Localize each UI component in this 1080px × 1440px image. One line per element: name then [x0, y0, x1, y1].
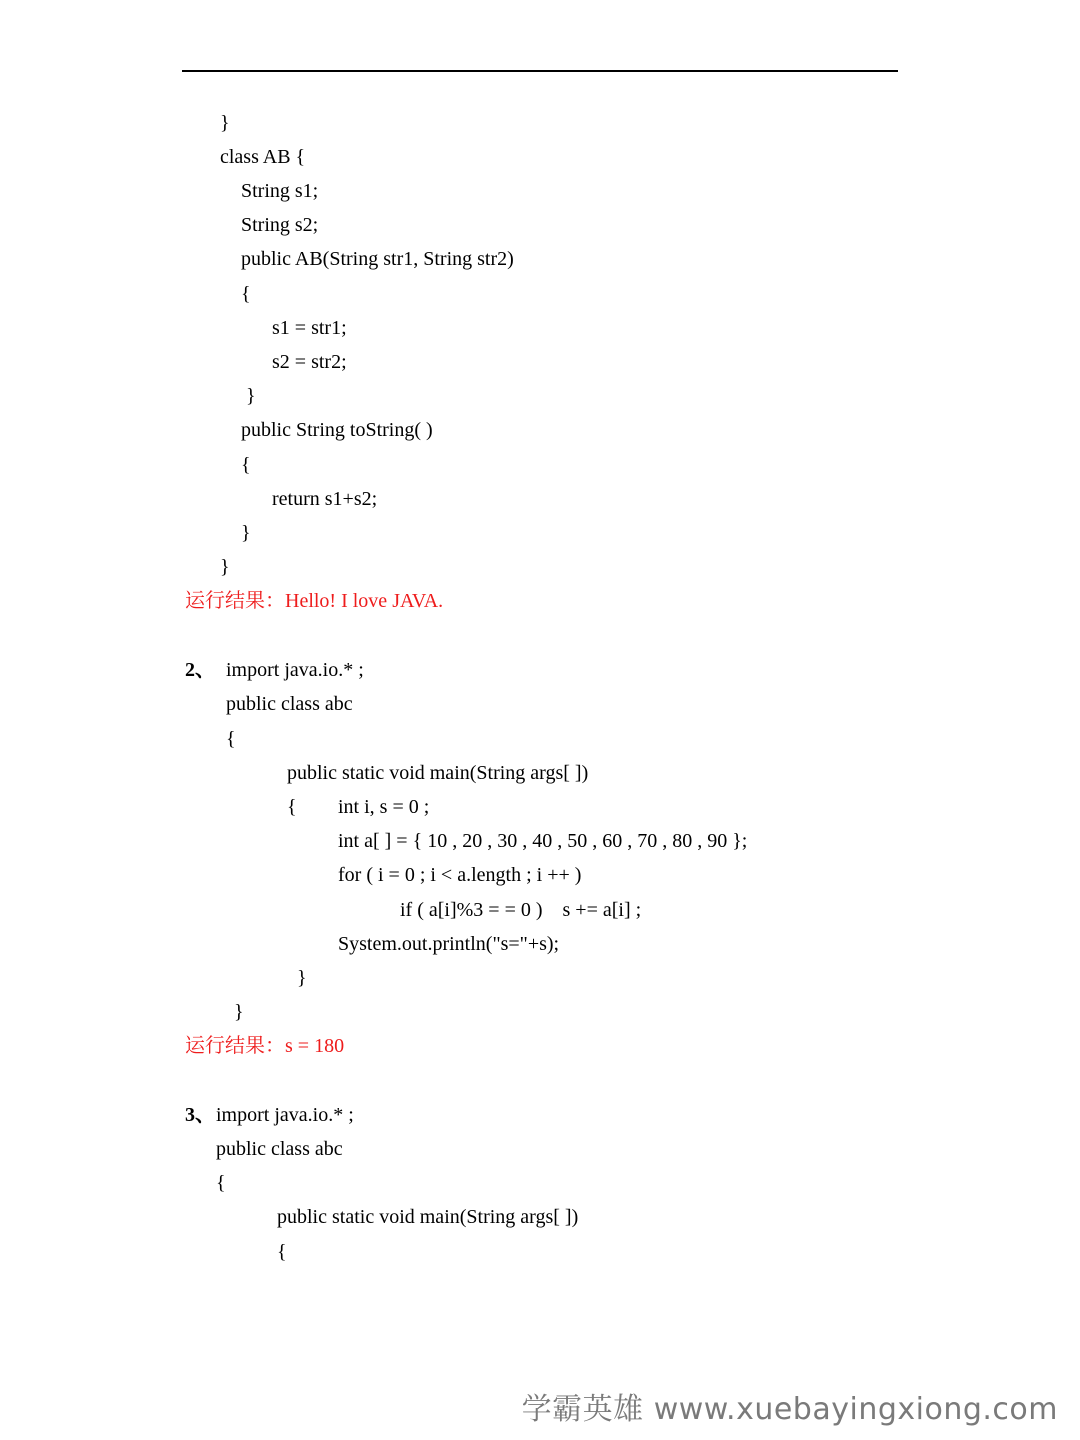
code-line: { — [241, 454, 251, 476]
code-line: s2 = str2; — [272, 351, 347, 373]
code-line: } — [220, 112, 230, 134]
code-line: { — [277, 1241, 287, 1263]
code-line: String s2; — [241, 214, 319, 236]
code-line: public String toString( ) — [241, 419, 433, 441]
result-value: Hello! I love JAVA. — [285, 590, 444, 612]
result-label: 运行结果： — [185, 1035, 285, 1057]
code-line: { — [287, 796, 297, 818]
code-line: public static void main(String args[ ]) — [277, 1206, 579, 1228]
code-line: s1 = str1; — [272, 317, 347, 339]
code-line: } — [234, 1001, 244, 1023]
code-line: import java.io.* ; — [226, 659, 364, 681]
watermark: 学霸英雄 www.xuebayingxiong.com — [521, 1392, 1058, 1427]
code-line: public static void main(String args[ ]) — [287, 762, 589, 784]
code-line: if ( a[i]%3 = = 0 ) s += a[i] ; — [400, 899, 642, 921]
code-line: } — [297, 967, 307, 989]
code-line: { — [226, 728, 236, 750]
code-line: for ( i = 0 ; i < a.length ; i ++ ) — [338, 864, 582, 886]
code-line: } — [220, 556, 230, 578]
code-line: public class abc — [226, 693, 353, 715]
result-line-1 — [185, 589, 443, 613]
result-label: 运行结果： — [185, 590, 285, 612]
code-line: public AB(String str1, String str2) — [241, 248, 514, 270]
code-line: public class abc — [216, 1138, 343, 1160]
code-line: } — [241, 522, 251, 544]
code-line: int i, s = 0 ; — [338, 796, 430, 818]
code-line: } — [246, 385, 256, 407]
code-line: import java.io.* ; — [216, 1104, 354, 1126]
header-rule — [182, 70, 898, 72]
result-value: s = 180 — [285, 1035, 345, 1057]
result-line-2 — [185, 1034, 344, 1058]
code-line: String s1; — [241, 180, 319, 202]
code-line: System.out.println("s="+s); — [338, 933, 560, 955]
code-line: { — [241, 283, 251, 305]
problem-number: 3、 — [185, 1104, 215, 1126]
code-line: { — [216, 1172, 226, 1194]
code-line: class AB { — [220, 146, 306, 168]
problem-number: 2、 — [185, 659, 215, 681]
code-line: return s1+s2; — [272, 488, 378, 510]
code-line: int a[ ] = { 10 , 20 , 30 , 40 , 50 , 60 , 70 , 80 , 90 }; — [338, 830, 748, 852]
